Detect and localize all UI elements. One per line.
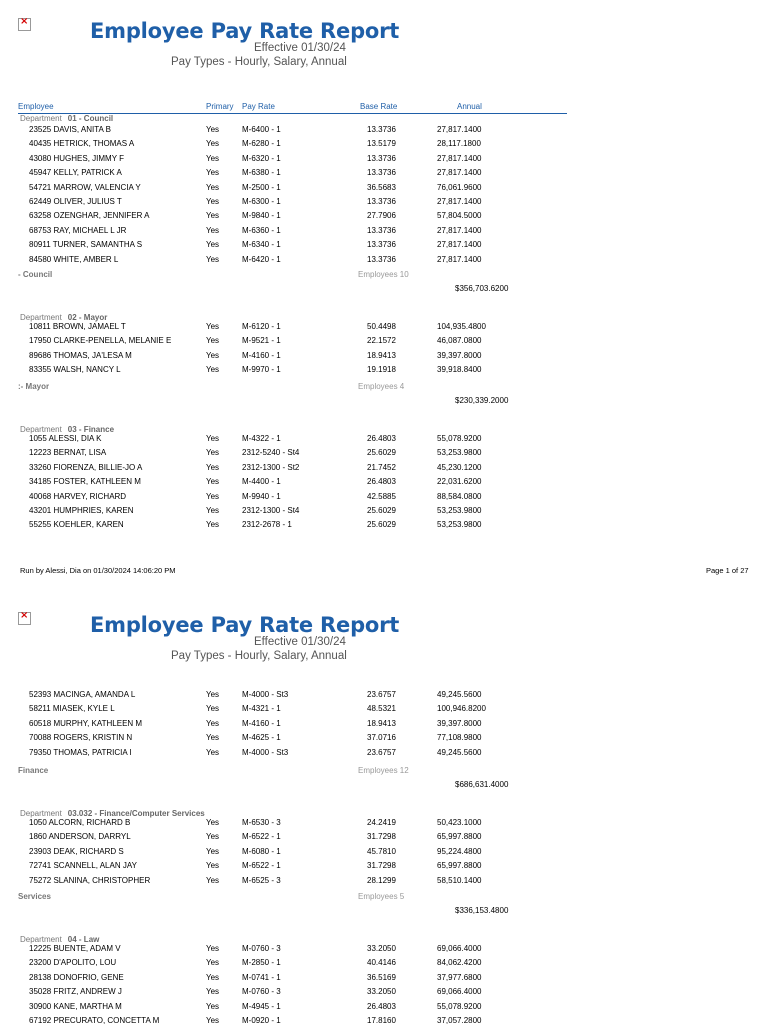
broken-logo-icon: × — [18, 18, 31, 31]
employee-cell: 12223 BERNAT, LISA — [29, 448, 107, 458]
pay-rate-cell: M-6340 - 1 — [242, 240, 281, 250]
employee-cell: 23525 DAVIS, ANITA B — [29, 125, 111, 134]
base-rate-cell: 33.2050 — [367, 944, 396, 953]
run-by-footer: Run by Alessi, Dia on 01/30/2024 14:06:20 PM — [20, 566, 176, 575]
annual-cell: 27,817.1400 — [437, 153, 482, 163]
employee-cell: 45947 KELLY, PATRICK A — [29, 168, 122, 178]
pay-rate-cell: M-6300 - 1 — [242, 197, 281, 206]
department-footer-label: Finance — [18, 766, 49, 775]
employee-cell: 1055 ALESSI, DIA K — [29, 434, 102, 443]
employee-cell: 54721 MARROW, VALENCIA Y — [29, 182, 141, 192]
employee-cell: 79350 THOMAS, PATRICIA I — [29, 747, 132, 757]
base-rate-cell: 36.5683 — [367, 182, 396, 192]
annual-cell: 27,817.1400 — [437, 168, 482, 178]
employee-cell: 70088 ROGERS, KRISTIN N — [29, 733, 133, 743]
primary-cell: Yes — [206, 733, 220, 743]
base-rate-cell: 13.3736 — [367, 125, 396, 134]
primary-cell: Yes — [206, 520, 220, 530]
primary-cell: Yes — [206, 434, 220, 443]
pay-rate-cell: M-4160 - 1 — [242, 718, 281, 728]
pay-rate-cell: M-4322 - 1 — [242, 434, 281, 443]
annual-cell: 53,253.9800 — [437, 448, 482, 458]
employee-cell: 75272 SLANINA, CHRISTOPHER — [29, 875, 151, 885]
base-rate-cell: 45.7810 — [367, 846, 396, 856]
pay-rate-cell: M-4000 - St3 — [242, 690, 289, 699]
annual-cell: 49,245.5600 — [437, 747, 482, 757]
employee-cell: 55255 KOEHLER, KAREN — [29, 520, 124, 530]
employee-cell: 72741 SCANNELL, ALAN JAY — [29, 861, 137, 871]
pay-rate-cell: M-2850 - 1 — [242, 958, 281, 968]
annual-cell: 55,078.9200 — [437, 434, 482, 443]
primary-cell: Yes — [206, 197, 220, 206]
primary-cell: Yes — [206, 1001, 220, 1011]
base-rate-cell: 13.3736 — [367, 197, 396, 206]
employee-cell: 67192 PRECURATO, CONCETTA M — [29, 1016, 160, 1025]
primary-cell: Yes — [206, 125, 220, 134]
column-header-annual: Annual — [457, 102, 482, 111]
base-rate-cell: 13.3736 — [367, 168, 396, 178]
employee-cell: 43080 HUGHES, JIMMY F — [29, 153, 124, 163]
annual-cell: 76,061.9600 — [437, 182, 482, 192]
primary-cell: Yes — [206, 972, 220, 982]
primary-cell: Yes — [206, 875, 220, 885]
annual-cell: 37,977.6800 — [437, 972, 482, 982]
base-rate-cell: 18.9413 — [367, 350, 396, 360]
department-label: Department — [20, 809, 62, 818]
annual-cell: 69,066.4000 — [437, 944, 482, 953]
employee-cell: 12225 BUENTE, ADAM V — [29, 944, 121, 953]
employee-cell: 40068 HARVEY, RICHARD — [29, 491, 127, 501]
annual-cell: 45,230.1200 — [437, 462, 482, 472]
pay-rate-cell: M-0741 - 1 — [242, 972, 281, 982]
primary-cell: Yes — [206, 747, 220, 757]
primary-cell: Yes — [206, 718, 220, 728]
annual-cell: 53,253.9800 — [437, 520, 482, 530]
report-title: Employee Pay Rate Report — [90, 613, 400, 637]
annual-cell: 84,062.4200 — [437, 958, 482, 968]
base-rate-cell: 36.5169 — [367, 972, 396, 982]
base-rate-cell: 40.4146 — [367, 958, 396, 968]
base-rate-cell: 25.6029 — [367, 520, 396, 530]
department-name: 01 - Council — [67, 114, 114, 123]
employee-cell: 40435 HETRICK, THOMAS A — [29, 139, 135, 149]
primary-cell: Yes — [206, 690, 220, 699]
department-label: Department — [20, 425, 62, 434]
base-rate-cell: 28.1299 — [367, 875, 396, 885]
employee-cell: 34185 FOSTER, KATHLEEN M — [29, 477, 141, 487]
primary-cell: Yes — [206, 211, 220, 221]
pay-rate-cell: M-4945 - 1 — [242, 1001, 281, 1011]
page-number: Page 1 of 27 — [706, 566, 749, 575]
annual-cell: 58,510.1400 — [437, 875, 482, 885]
base-rate-cell: 31.7298 — [367, 861, 396, 871]
employee-cell: 30900 KANE, MARTHA M — [29, 1001, 122, 1011]
pay-rate-cell: 2312-1300 - St2 — [242, 462, 300, 472]
base-rate-cell: 50.4498 — [367, 322, 396, 331]
annual-cell: 27,817.1400 — [437, 197, 482, 206]
department-name: 03.032 - Finance/Computer Services — [67, 809, 205, 818]
base-rate-cell: 23.6757 — [367, 690, 396, 699]
column-header-base-rate: Base Rate — [360, 102, 398, 111]
primary-cell: Yes — [206, 958, 220, 968]
base-rate-cell: 27.7906 — [367, 211, 396, 221]
department-footer-label: - Council — [18, 270, 53, 279]
primary-cell: Yes — [206, 477, 220, 487]
annual-cell: 53,253.9800 — [437, 506, 482, 515]
primary-cell: Yes — [206, 846, 220, 856]
employee-cell: 10811 BROWN, JAMAEL T — [29, 322, 126, 331]
primary-cell: Yes — [206, 225, 220, 235]
primary-cell: Yes — [206, 944, 220, 953]
annual-cell: 55,078.9200 — [437, 1001, 482, 1011]
base-rate-cell: 48.5321 — [367, 704, 396, 714]
primary-cell: Yes — [206, 987, 220, 997]
column-header-pay-rate: Pay Rate — [242, 102, 275, 111]
pay-rate-cell: M-4160 - 1 — [242, 350, 281, 360]
annual-cell: 27,817.1400 — [437, 240, 482, 250]
annual-cell: 27,817.1400 — [437, 225, 482, 235]
annual-cell: 28,117.1800 — [437, 139, 481, 149]
annual-cell: 100,946.8200 — [437, 704, 486, 714]
pay-rate-cell: M-6530 - 3 — [242, 818, 281, 827]
primary-cell: Yes — [206, 1016, 220, 1025]
column-header-employee: Employee — [18, 102, 54, 111]
annual-cell: 27,817.1400 — [437, 125, 482, 134]
employee-count: Employees 5 — [358, 892, 405, 901]
base-rate-cell: 13.3736 — [367, 240, 396, 250]
employee-count: Employees 12 — [358, 766, 409, 775]
pay-rate-cell: M-6400 - 1 — [242, 125, 281, 134]
employee-cell: 52393 MACINGA, AMANDA L — [29, 690, 136, 699]
department-label: Department — [20, 114, 62, 123]
employee-cell: 62449 OLIVER, JULIUS T — [29, 197, 122, 206]
pay-rate-cell: M-6525 - 3 — [242, 875, 281, 885]
primary-cell: Yes — [206, 182, 220, 192]
department-label: Department — [20, 313, 62, 322]
employee-cell: 28138 DONOFRIO, GENE — [29, 972, 124, 982]
base-rate-cell: 13.3736 — [367, 254, 396, 264]
report-effective-date: Effective 01/30/24 — [254, 636, 346, 648]
department-total: $356,703.6200 — [455, 284, 509, 293]
annual-cell: 27,817.1400 — [437, 254, 482, 264]
annual-cell: 46,087.0800 — [437, 336, 482, 346]
pay-rate-cell: M-6380 - 1 — [242, 168, 281, 178]
report-effective-date: Effective 01/30/24 — [254, 42, 346, 54]
pay-rate-cell: M-9521 - 1 — [242, 336, 281, 346]
pay-rate-cell: M-9840 - 1 — [242, 211, 281, 221]
base-rate-cell: 18.9413 — [367, 718, 396, 728]
base-rate-cell: 21.7452 — [367, 462, 396, 472]
annual-cell: 50,423.1000 — [437, 818, 482, 827]
base-rate-cell: 13.3736 — [367, 153, 396, 163]
base-rate-cell: 42.5885 — [367, 491, 396, 501]
base-rate-cell: 23.6757 — [367, 747, 396, 757]
primary-cell: Yes — [206, 491, 220, 501]
pay-rate-cell: M-6280 - 1 — [242, 139, 281, 149]
primary-cell: Yes — [206, 704, 220, 714]
employee-cell: 83355 WALSH, NANCY L — [29, 365, 121, 375]
pay-rate-cell: M-4321 - 1 — [242, 704, 281, 714]
base-rate-cell: 26.4803 — [367, 434, 396, 443]
base-rate-cell: 25.6029 — [367, 506, 396, 515]
employee-cell: 80911 TURNER, SAMANTHA S — [29, 240, 143, 250]
pay-rate-cell: M-6360 - 1 — [242, 225, 281, 235]
primary-cell: Yes — [206, 336, 220, 346]
primary-cell: Yes — [206, 240, 220, 250]
employee-cell: 23903 DEAK, RICHARD S — [29, 846, 124, 856]
department-name: 04 - Law — [67, 935, 100, 944]
annual-cell: 39,918.8400 — [437, 365, 482, 375]
pay-rate-cell: M-4000 - St3 — [242, 747, 289, 757]
pay-rate-cell: M-0760 - 3 — [242, 944, 281, 953]
department-name: 02 - Mayor — [67, 313, 108, 322]
base-rate-cell: 33.2050 — [367, 987, 396, 997]
base-rate-cell: 19.1918 — [367, 365, 396, 375]
primary-cell: Yes — [206, 254, 220, 264]
employee-cell: 89686 THOMAS, JA'LESA M — [29, 350, 132, 360]
department-total: $336,153.4800 — [455, 906, 509, 915]
department-header — [20, 114, 113, 124]
pay-rate-cell: M-6320 - 1 — [242, 153, 281, 163]
base-rate-cell: 22.1572 — [367, 336, 396, 346]
annual-cell: 39,397.8000 — [437, 350, 482, 360]
base-rate-cell: 13.5179 — [367, 139, 396, 149]
base-rate-cell: 24.2419 — [367, 818, 396, 827]
employee-cell: 63258 OZENGHAR, JENNIFER A — [29, 211, 150, 221]
pay-rate-cell: M-6522 - 1 — [242, 832, 281, 842]
pay-rate-cell: M-0920 - 1 — [242, 1016, 281, 1025]
pay-rate-cell: M-4400 - 1 — [242, 477, 281, 487]
primary-cell: Yes — [206, 861, 220, 871]
department-footer-label: :- Mayor — [18, 382, 50, 391]
annual-cell: 37,057.2800 — [437, 1016, 482, 1025]
primary-cell: Yes — [206, 818, 220, 827]
employee-cell: 1050 ALCORN, RICHARD B — [29, 818, 131, 827]
annual-cell: 69,066.4000 — [437, 987, 482, 997]
pay-rate-cell: M-2500 - 1 — [242, 182, 281, 192]
base-rate-cell: 17.8160 — [367, 1016, 396, 1025]
annual-cell: 65,997.8800 — [437, 861, 482, 871]
primary-cell: Yes — [206, 153, 220, 163]
primary-cell: Yes — [206, 365, 220, 375]
base-rate-cell: 31.7298 — [367, 832, 396, 842]
pay-rate-cell: 2312-2678 - 1 — [242, 520, 292, 530]
department-footer-label: Services — [18, 892, 51, 901]
employee-cell: 68753 RAY, MICHAEL L JR — [29, 225, 127, 235]
annual-cell: 88,584.0800 — [437, 491, 482, 501]
pay-rate-cell: M-9970 - 1 — [242, 365, 281, 375]
base-rate-cell: 26.4803 — [367, 1001, 396, 1011]
annual-cell: 104,935.4800 — [437, 322, 486, 331]
annual-cell: 49,245.5600 — [437, 690, 482, 699]
pay-rate-cell: M-4625 - 1 — [242, 733, 281, 743]
employee-cell: 1860 ANDERSON, DARRYL — [29, 832, 131, 842]
department-name: 03 - Finance — [67, 425, 115, 434]
pay-rate-cell: M-0760 - 3 — [242, 987, 281, 997]
pay-rate-cell: M-9940 - 1 — [242, 491, 281, 501]
department-label: Department — [20, 935, 62, 944]
annual-cell: 77,108.9800 — [437, 733, 482, 743]
employee-cell: 17950 CLARKE-PENELLA, MELANIE E — [29, 336, 172, 346]
primary-cell: Yes — [206, 448, 220, 458]
annual-cell: 57,804.5000 — [437, 211, 482, 221]
pay-rate-cell: M-6120 - 1 — [242, 322, 281, 331]
base-rate-cell: 13.3736 — [367, 225, 396, 235]
employee-count: Employees 4 — [358, 382, 405, 391]
employee-cell: 35028 FRITZ, ANDREW J — [29, 987, 122, 997]
employee-cell: 23200 D'APOLITO, LOU — [29, 958, 117, 968]
primary-cell: Yes — [206, 832, 220, 842]
department-total: $230,339.2000 — [455, 396, 509, 405]
broken-logo-icon: × — [18, 612, 31, 625]
employee-cell: 43201 HUMPHRIES, KAREN — [29, 506, 134, 515]
pay-rate-cell: M-6522 - 1 — [242, 861, 281, 871]
annual-cell: 39,397.8000 — [437, 718, 482, 728]
employee-cell: 58211 MIASEK, KYLE L — [29, 704, 115, 714]
annual-cell: 65,997.8800 — [437, 832, 482, 842]
department-total: $686,631.4000 — [455, 780, 509, 789]
primary-cell: Yes — [206, 350, 220, 360]
primary-cell: Yes — [206, 506, 220, 515]
primary-cell: Yes — [206, 462, 220, 472]
employee-count: Employees 10 — [358, 270, 409, 279]
pay-rate-cell: 2312-5240 - St4 — [242, 448, 300, 458]
annual-cell: 22,031.6200 — [437, 477, 482, 487]
column-header-primary: Primary — [206, 102, 234, 111]
pay-rate-cell: 2312-1300 - St4 — [242, 506, 300, 515]
employee-cell: 60518 MURPHY, KATHLEEN M — [29, 718, 143, 728]
report-pay-types: Pay Types - Hourly, Salary, Annual — [171, 650, 347, 662]
employee-cell: 84580 WHITE, AMBER L — [29, 254, 119, 264]
base-rate-cell: 37.0716 — [367, 733, 396, 743]
annual-cell: 95,224.4800 — [437, 846, 482, 856]
primary-cell: Yes — [206, 168, 220, 178]
base-rate-cell: 25.6029 — [367, 448, 396, 458]
base-rate-cell: 26.4803 — [367, 477, 396, 487]
primary-cell: Yes — [206, 322, 220, 331]
report-title: Employee Pay Rate Report — [90, 19, 400, 43]
primary-cell: Yes — [206, 139, 220, 149]
pay-rate-cell: M-6420 - 1 — [242, 254, 281, 264]
report-pay-types: Pay Types - Hourly, Salary, Annual — [171, 56, 347, 68]
pay-rate-cell: M-6080 - 1 — [242, 846, 281, 856]
employee-cell: 33260 FIORENZA, BILLIE-JO A — [29, 462, 143, 472]
